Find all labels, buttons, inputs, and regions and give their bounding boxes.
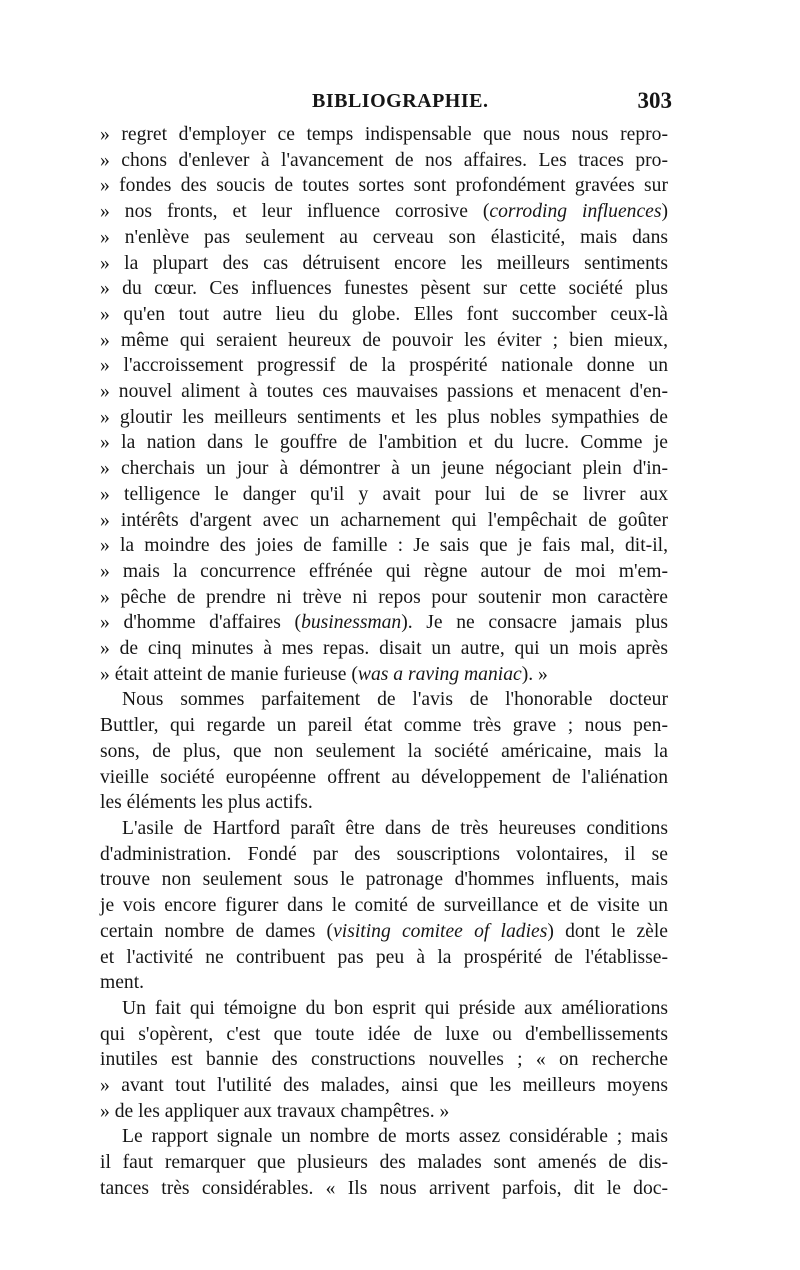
text-line (100, 1124, 668, 1150)
line-text: » la nation dans le gouffre de l'ambition et du lucre. Comme je (100, 432, 668, 454)
line-text: trouve non seulement sous le patronage d'hommes influents, mais (100, 869, 668, 891)
line-text: tances très considérables. « Ils nous arrivent parfois, dit le doc- (100, 1177, 668, 1199)
text-line (100, 893, 668, 919)
line-text-after: ) (661, 201, 669, 223)
italic-term: businessman (301, 612, 402, 634)
line-text: vieille société européenne offrent au développement de l'aliénation (100, 766, 668, 788)
line-text-after: ). Je ne consacre jamais plus (401, 612, 668, 634)
line-text: il faut remarquer que plusieurs des malades sont amenés de dis- (100, 1152, 668, 1174)
text-line (100, 970, 668, 996)
text-line (100, 1099, 668, 1125)
line-text: les éléments les plus actifs. (100, 792, 313, 814)
line-text: Nous sommes parfaitement de l'avis de l'honorable docteur (122, 689, 668, 711)
text-line (100, 790, 668, 816)
text-line (100, 430, 668, 456)
text-line (100, 1150, 668, 1176)
line-text: » telligence le danger qu'il y avait pour lui de se livrer aux (100, 483, 668, 505)
text-line (100, 1022, 668, 1048)
line-text: » gloutir les meilleurs sentiments et les plus nobles sympathies de (100, 406, 668, 428)
line-text: » mais la concurrence effrénée qui règne autour de moi m'em- (100, 560, 668, 582)
text-line (100, 765, 668, 791)
text-line (100, 379, 668, 405)
italic-term: visiting comitee of ladies (333, 920, 548, 942)
text-line (100, 122, 668, 148)
line-text: » la moindre des joies de famille : Je sais que je fais mal, dit-il, (100, 535, 668, 557)
text-line (100, 945, 668, 971)
line-text: ment. (100, 972, 145, 994)
line-text-after: ). » (521, 663, 548, 685)
text-line (100, 610, 668, 636)
text-line (100, 225, 668, 251)
text-line (100, 405, 668, 431)
text-line (100, 687, 668, 713)
text-line (100, 508, 668, 534)
text-line (100, 1073, 668, 1099)
line-text: » cherchais un jour à démontrer à un jeune négociant plein d'in- (100, 458, 668, 480)
line-text: » regret d'employer ce temps indispensable que nous nous repro- (100, 124, 668, 145)
line-text: je vois encore figurer dans le comité de surveillance et de visite un (100, 895, 668, 917)
italic-term: was a raving maniac (357, 663, 522, 685)
page-number: 303 (637, 88, 672, 113)
line-text: » de les appliquer aux travaux champêtres. » (100, 1100, 450, 1122)
body-text (100, 122, 668, 1202)
text-line (100, 636, 668, 662)
line-text: inutiles est bannie des constructions nouvelles ; « on recherche (100, 1049, 668, 1071)
text-line (100, 559, 668, 585)
italic-term: corroding influences (489, 201, 662, 223)
line-text: » n'enlève pas seulement au cerveau son élasticité, mais dans (100, 226, 668, 248)
text-line (100, 456, 668, 482)
text-line (100, 482, 668, 508)
line-text: » était atteint de manie furieuse ( (100, 663, 358, 685)
text-line (100, 919, 668, 945)
line-text: L'asile de Hartford paraît être dans de très heureuses conditions (122, 817, 668, 839)
line-text: » pêche de prendre ni trève ni repos pour soutenir mon caractère (100, 586, 668, 608)
line-text: » avant tout l'utilité des malades, ainsi que les meilleurs moyens (100, 1075, 668, 1097)
line-text: » d'homme d'affaires ( (100, 612, 302, 634)
running-title: BIBLIOGRAPHIE. (312, 90, 489, 112)
line-text: sons, de plus, que non seulement la société américaine, mais la (100, 740, 668, 762)
text-line (100, 199, 668, 225)
line-text: certain nombre de dames ( (100, 920, 334, 942)
line-text: » chons d'enlever à l'avancement de nos affaires. Les traces pro- (100, 149, 668, 171)
line-text: Le rapport signale un nombre de morts assez considérable ; mais (122, 1126, 668, 1148)
text-line (100, 328, 668, 354)
text-line (100, 842, 668, 868)
line-text: » même qui seraient heureux de pouvoir les éviter ; bien mieux, (100, 329, 668, 351)
text-line (100, 173, 668, 199)
text-line (100, 533, 668, 559)
text-line (100, 251, 668, 277)
line-text: » de cinq minutes à mes repas. disait un autre, qui un mois après (100, 638, 668, 660)
line-text: et l'activité ne contribuent pas peu à la prospérité de l'établisse- (100, 946, 668, 968)
line-text: » la plupart des cas détruisent encore les meilleurs sentiments (100, 252, 668, 274)
text-line (100, 996, 668, 1022)
text-line (100, 1176, 668, 1202)
text-line (100, 739, 668, 765)
text-line (100, 353, 668, 379)
text-line (100, 585, 668, 611)
text-line (100, 867, 668, 893)
text-line (100, 713, 668, 739)
line-text: d'administration. Fondé par des souscriptions volontaires, il se (100, 843, 668, 865)
line-text-after: ) dont le zèle (547, 920, 668, 942)
line-text: Un fait qui témoigne du bon esprit qui préside aux améliorations (122, 997, 668, 1019)
text-line (100, 1047, 668, 1073)
running-header (312, 90, 672, 120)
line-text: » nouvel aliment à toutes ces mauvaises passions et menacent d'en- (100, 381, 668, 403)
line-text: » qu'en tout autre lieu du globe. Elles font succomber ceux-là (100, 303, 668, 325)
line-text: » nos fronts, et leur influence corrosive ( (100, 201, 490, 223)
line-text: » intérêts d'argent avec un acharnement qui l'empêchait de goûter (100, 509, 668, 531)
line-text: » du cœur. Ces influences funestes pèsent sur cette société plus (100, 278, 668, 300)
line-text: qui s'opèrent, c'est que toute idée de luxe ou d'embellissements (100, 1023, 668, 1045)
text-line (100, 302, 668, 328)
text-line (100, 148, 668, 174)
line-text: » l'accroissement progressif de la prospérité nationale donne un (100, 355, 668, 377)
line-text: » fondes des soucis de toutes sortes sont profondément gravées sur (100, 175, 668, 197)
text-line (100, 816, 668, 842)
line-text: Buttler, qui regarde un pareil état comme très grave ; nous pen- (100, 715, 668, 737)
text-line (100, 276, 668, 302)
text-line (100, 662, 668, 688)
